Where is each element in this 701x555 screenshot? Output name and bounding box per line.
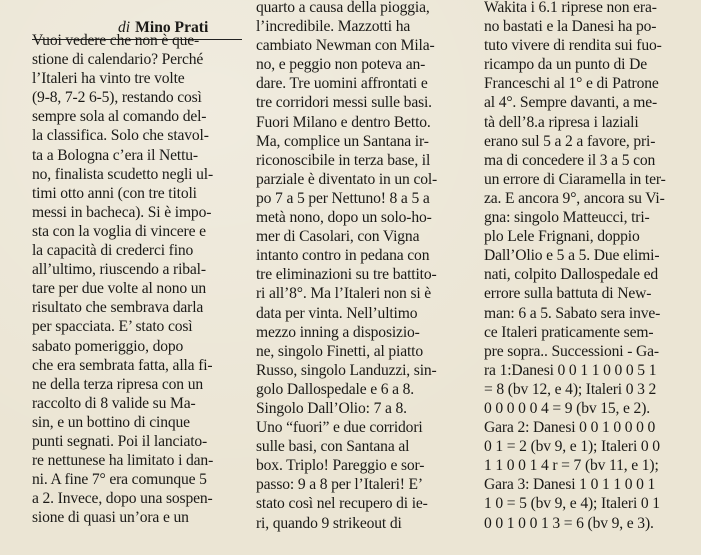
- text-line: tare per due volte al nono un: [32, 280, 207, 298]
- text-line: mer di Casolari, con Vigna: [256, 228, 420, 246]
- text-line: ra 1:Danesi 0 0 1 1 0 0 0 5 1: [484, 361, 657, 379]
- byline-prefix: di: [118, 19, 131, 36]
- text-line: tre corridori messi sulle basi.: [256, 94, 432, 112]
- text-line: 0 0 0 0 0 4 = 9 (bv 15, e 2).: [484, 399, 650, 417]
- text-line: Gara 3: Danesi 1 0 1 1 0 0 1: [484, 476, 656, 494]
- text-line: tre eliminazioni su tre battito-: [256, 266, 437, 284]
- text-line: parziale è diventato in un col-: [256, 170, 438, 188]
- text-line: tuto vivere di rendita sui fuo-: [484, 37, 662, 55]
- text-line: Ma, complice un Santana ir-: [256, 132, 429, 150]
- text-line: intanto contro in pedana con: [256, 247, 430, 265]
- text-line: za. E ancora 9°, ancora su Vi-: [484, 189, 665, 207]
- article-column-1: [32, 31, 242, 527]
- text-line: un errore di Ciaramella in ter-: [484, 170, 666, 188]
- text-line: che era sembrata fatta, alla fi-: [32, 356, 213, 374]
- text-line: Singolo Dall’Olio: 7 a 8.: [256, 399, 407, 417]
- text-line: sione di quasi un’ora e un: [32, 509, 189, 527]
- text-line: la classifica. Solo che stavol-: [32, 127, 209, 145]
- text-line: ne della terza ripresa con un: [32, 375, 203, 393]
- text-line: ma di concedere il 3 a 5 con: [484, 151, 656, 169]
- text-line: no, finalista scudetto negli ul-: [32, 165, 213, 183]
- text-line: sabato pomeriggio, dopo: [32, 337, 184, 355]
- text-line: a 2. Invece, dopo una sospen-: [32, 490, 213, 508]
- text-line: no, e peggio non poteva an-: [256, 56, 426, 74]
- text-line: box. Triplo! Pareggio e sor-: [256, 457, 425, 475]
- text-line: dare. Tre uomini affrontati e: [256, 75, 428, 93]
- text-line: tà dell’8.a ripresa i laziali: [484, 113, 639, 131]
- text-line: sin, e un bottino di cinque: [32, 413, 190, 431]
- text-line: po 7 a 5 per Nettuno! 8 a 5 a: [256, 189, 430, 207]
- text-line: cambiato Newman con Mila-: [256, 37, 435, 55]
- text-line: 1 0 = 5 (bv 9, e 4); Italeri 0 1: [484, 495, 660, 513]
- text-line: no bastati e la Danesi ha po-: [484, 18, 657, 36]
- text-line: sulle basi, con Santana al: [256, 438, 410, 456]
- text-line: = 8 (bv 12, e 4); Italeri 0 3 2: [484, 380, 657, 398]
- text-line: errore sulla battuta di New-: [484, 285, 652, 303]
- text-line: al 4°. Sempre davanti, a me-: [484, 94, 658, 112]
- text-line: plo Lele Frignani, doppio: [484, 228, 640, 246]
- text-line: sempre sola al comando del-: [32, 108, 207, 126]
- text-line: Uno “fuori” e due corridori: [256, 419, 423, 437]
- text-line: metà nono, dopo un solo-ho-: [256, 209, 432, 227]
- text-line: 0 1 = 2 (bv 9, e 1); Italeri 0 0: [484, 438, 660, 456]
- text-line: (9-8, 7-2 6-5), restando così: [32, 89, 202, 107]
- text-line: mezzo inning a disposizio-: [256, 323, 420, 341]
- text-line: timi otto anni (con tre titoli: [32, 184, 197, 202]
- text-line: Gara 2: Danesi 0 0 1 0 0 0 0: [484, 419, 656, 437]
- text-line: Fuori Milano e dentro Betto.: [256, 113, 431, 131]
- text-line: stato così nel recupero di ie-: [256, 495, 428, 513]
- text-line: Russo, singolo Landuzzi, sin-: [256, 361, 437, 379]
- text-line: l’Italeri ha vinto tre volte: [32, 70, 185, 88]
- text-line: nati, colpito Dallospedale ed: [484, 266, 659, 284]
- text-line: ni. A fine 7° era comunque 5: [32, 471, 207, 489]
- text-line: Franceschi al 1° e di Patrone: [484, 75, 659, 93]
- text-line: passo: 9 a 8 per l’Italeri! E’: [256, 476, 423, 494]
- text-line: quarto a causa della pioggia,: [256, 0, 430, 16]
- text-line: ce Italeri praticamente sem-: [484, 323, 654, 341]
- text-line: gna: singolo Matteucci, tri-: [484, 209, 650, 227]
- text-line: stione di calendario? Perché: [32, 51, 204, 69]
- text-line: risultato che sembrava darla: [32, 299, 204, 317]
- text-line: la capacità di crederci fino: [32, 242, 194, 260]
- text-line: man: 6 a 5. Sabato sera inve-: [484, 304, 661, 322]
- text-line: all’ultimo, riuscendo a ribal-: [32, 261, 206, 279]
- text-line: riconoscibile in terza base, il: [256, 151, 431, 169]
- article-column-2: [256, 0, 470, 533]
- text-line: ri, quando 9 strikeout di: [256, 514, 402, 532]
- text-line: pre sopra.. Successioni - Ga-: [484, 342, 659, 360]
- text-line: erano sul 5 a 2 a favore, pri-: [484, 132, 656, 150]
- text-line: Dall’Olio e 5 a 5. Due elimi-: [484, 247, 660, 265]
- text-line: data per vinta. Nell’ultimo: [256, 304, 418, 322]
- text-line: Wakita i 6.1 riprese non era-: [484, 0, 657, 16]
- text-line: l’incredibile. Mazzotti ha: [256, 18, 411, 36]
- text-line: ri all’8°. Ma l’Italeri non si è: [256, 285, 432, 303]
- text-line: ne, singolo Finetti, al piatto: [256, 342, 424, 360]
- text-line: sta con la voglia di vincere e: [32, 222, 206, 240]
- text-line: golo Dallospedale e 6 a 8.: [256, 380, 415, 398]
- text-line: punti segnati. Poi il lanciato-: [32, 432, 208, 450]
- text-line: Vuoi vedere che non è que-: [32, 32, 200, 49]
- text-line: ricampo da un punto di De: [484, 56, 647, 74]
- byline-author: Mino Prati: [135, 19, 209, 36]
- article-column-3: [484, 0, 696, 533]
- text-line: 1 1 0 0 1 4 r = 7 (bv 11, e 1);: [484, 457, 659, 475]
- text-line: re nettunese ha limitato i dan-: [32, 452, 214, 470]
- text-line: ta a Bologna c’era il Nettu-: [32, 146, 198, 164]
- text-line: raccolto di 8 valide su Ma-: [32, 394, 196, 412]
- text-line: messi in bacheca). Si è impo-: [32, 203, 212, 221]
- text-line: per spacciata. E’ stato così: [32, 318, 193, 336]
- text-line: 0 0 1 0 0 1 3 = 6 (bv 9, e 3).: [484, 514, 654, 532]
